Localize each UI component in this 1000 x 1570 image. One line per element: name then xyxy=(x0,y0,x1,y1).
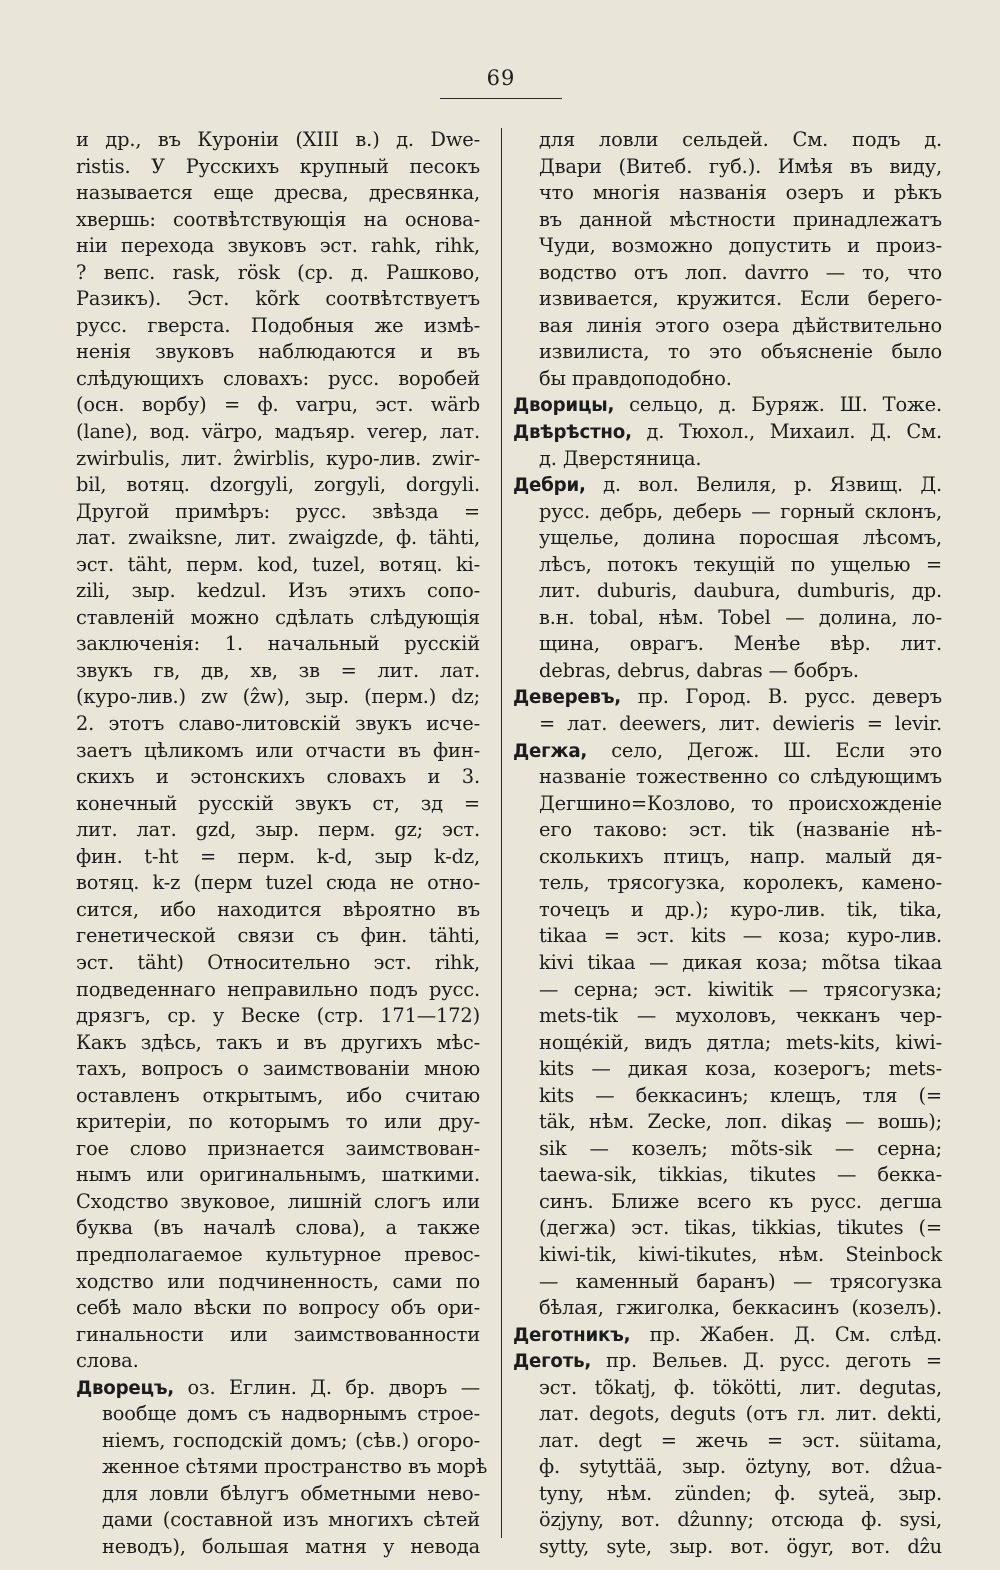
text-line xyxy=(76,339,480,366)
text-line xyxy=(76,313,480,340)
line-text: Дегшино=Козлово, то происхожденіе xyxy=(539,791,942,815)
text-line xyxy=(513,658,942,685)
text-line xyxy=(76,1162,480,1189)
line-text: названіе тожественно со слѣдующимъ xyxy=(539,765,942,789)
text-line xyxy=(76,1295,480,1322)
line-text: sytty, syte, зыр. вот. ögyr, вот. dẑu xyxy=(539,1534,942,1558)
line-text: ноще́кій, видъ дятла; mets-kits, kiwi- xyxy=(539,1030,942,1054)
text-line xyxy=(513,1295,942,1322)
line-text: вообще домъ съ надворнымъ строе- xyxy=(102,1402,480,1426)
text-line xyxy=(513,578,942,605)
text-line xyxy=(76,684,480,711)
text-line xyxy=(76,260,480,287)
line-text: ніи перехода звуковъ эст. rahk, rihk, xyxy=(76,234,480,258)
line-text: что многія названія озеръ и рѣкъ xyxy=(539,181,942,205)
line-text: заключенія: 1. начальный русскій xyxy=(76,632,480,656)
text-line xyxy=(513,950,942,977)
line-text: Другой примѣръ: русс. звѣзда = xyxy=(76,499,480,523)
text-line xyxy=(513,233,942,260)
entry-headword: Дебри, xyxy=(513,475,586,497)
text-line xyxy=(76,791,480,818)
entry-headword: Дворецъ, xyxy=(76,1377,175,1399)
line-text: хвершь: соотвѣтствующія на основа- xyxy=(76,207,480,231)
entry-line xyxy=(76,1375,480,1402)
line-text: буква (въ началѣ слова), а также xyxy=(76,1216,480,1240)
line-text: критеріи, по которымъ то или дру- xyxy=(76,1110,480,1134)
text-line xyxy=(76,499,480,526)
text-line xyxy=(76,127,480,154)
text-line xyxy=(513,1215,942,1242)
line-text: извилиста, то это объясненіе было xyxy=(539,340,942,364)
text-line xyxy=(513,286,942,313)
text-line xyxy=(513,552,942,579)
text-line xyxy=(76,817,480,844)
text-line xyxy=(513,897,942,924)
line-text: лат. degt = жечь = эст. süitama, xyxy=(539,1428,942,1452)
line-text: село, Дегож. Ш. Если это xyxy=(587,738,942,762)
line-text: 2. этотъ славо-литовскій звукъ исче- xyxy=(76,712,480,736)
line-text: (lane), вод. värpo, мадъяр. verep, лат. xyxy=(76,420,480,444)
line-text: — каменный баранъ) — трясогузка xyxy=(539,1269,942,1293)
line-text: оставленъ открытымъ, ибо считаю xyxy=(76,1083,480,1107)
line-text: tikaa = эст. kits — коза; куро-лив. xyxy=(539,924,942,948)
line-text: скихъ и эстонскихъ словахъ и 3. xyxy=(76,765,480,789)
text-line xyxy=(513,1003,942,1030)
text-line xyxy=(76,578,480,605)
line-text: звукъ гв, дв, хв, зв = лит. лат. xyxy=(76,658,480,682)
entry-headword: Деготникъ, xyxy=(513,1324,631,1346)
line-text: гинальности или заимствованности xyxy=(76,1322,480,1346)
line-text: лат. zwaiksne, лит. zwaigzde, ф. tähti, xyxy=(76,526,480,550)
text-line xyxy=(76,1401,480,1428)
text-line xyxy=(513,1242,942,1269)
line-text: (дегжа) эст. tikas, tikkias, tikutes (= xyxy=(539,1216,942,1240)
text-line xyxy=(76,1269,480,1296)
line-text: тель, трясогузка, королекъ, камено- xyxy=(539,871,942,895)
text-line xyxy=(76,658,480,685)
line-text: точецъ и др.); куро-лив. tik, tika, xyxy=(539,897,942,921)
text-line xyxy=(76,366,480,393)
text-line xyxy=(513,1428,942,1455)
line-text: ходство или подчиненность, сами по xyxy=(76,1269,480,1293)
line-text: ненія звуковъ наблюдаются и въ xyxy=(76,340,480,364)
text-line xyxy=(76,1242,480,1269)
text-line xyxy=(513,1162,942,1189)
line-text: фин. t-ht = перм. k-d, зыр k-dz, xyxy=(76,844,480,868)
entry-line xyxy=(513,1322,942,1349)
line-text: для ловли бѣлугъ обметными нево- xyxy=(102,1481,480,1505)
text-line xyxy=(76,525,480,552)
line-text: = лат. deewers, лит. dewieris = levir. xyxy=(539,712,942,736)
line-text: и др., въ Куроніи (XIII в.) д. Dwe- xyxy=(76,128,480,151)
line-text: ф. sytyttää, зыр. öztyny, вот. dẑua- xyxy=(539,1455,942,1479)
text-line xyxy=(76,1056,480,1083)
text-line xyxy=(513,1269,942,1296)
line-text: пр. Город. В. русс. деверъ xyxy=(621,685,942,709)
line-text: лит. duburis, daubura, dumburis, др. xyxy=(539,579,942,603)
line-text: щина, оврагъ. Менѣе вѣр. лит. xyxy=(539,632,942,656)
text-line xyxy=(76,472,480,499)
line-text: неводъ), большая матня у невода xyxy=(102,1534,480,1558)
right-column xyxy=(513,127,942,1561)
line-text: Какъ здѣсь, такъ и въ другихъ мѣс- xyxy=(76,1030,480,1054)
text-line xyxy=(513,764,942,791)
line-text: ніемъ, господскій домъ; (сѣв.) огоро- xyxy=(102,1428,480,1452)
line-text: бѣлая, гжиголка, беккасинъ (козелъ). xyxy=(539,1296,942,1320)
line-text: дами (составной изъ многихъ сѣтей xyxy=(102,1508,480,1532)
line-text: русс. дебрь, деберь — горный склонъ, xyxy=(539,499,942,523)
line-text: вотяц. k-z (перм tuzel сюда не отно- xyxy=(76,871,480,895)
line-text: предполагаемое культурное превос- xyxy=(76,1242,480,1266)
line-text: özjyny, вот. dẑunny; отсюда ф. sysi, xyxy=(539,1508,942,1532)
line-text: подведеннаго неправильно подъ русс. xyxy=(76,977,480,1001)
line-text: сельцо, д. Буряж. Ш. Тоже. xyxy=(614,393,942,417)
text-line xyxy=(513,711,942,738)
line-text: taewa-sik, tikkias, tikutes — бекка- xyxy=(539,1163,942,1187)
line-text: kivi tikaa — дикая коза; mõtsa tikaa xyxy=(539,950,942,974)
text-line xyxy=(76,1534,480,1561)
line-text: ? вепс. rask, rösk (ср. д. Рашково, xyxy=(76,260,480,284)
text-line xyxy=(76,419,480,446)
text-line xyxy=(76,870,480,897)
text-line xyxy=(513,1109,942,1136)
line-text: заетъ цѣликомъ или отчасти въ фин- xyxy=(76,738,480,762)
text-line xyxy=(513,1083,942,1110)
text-line xyxy=(76,154,480,181)
entry-headword: Дегжа, xyxy=(513,740,588,762)
text-line xyxy=(76,1481,480,1508)
text-line xyxy=(76,923,480,950)
text-line xyxy=(76,1454,488,1481)
text-line xyxy=(513,180,942,207)
text-line xyxy=(513,499,942,526)
text-line xyxy=(76,764,480,791)
line-text: эст. täht, перм. kod, tuzel, вотяц. ki- xyxy=(76,552,480,576)
header-rule xyxy=(440,98,562,99)
text-line xyxy=(76,446,480,473)
text-line xyxy=(76,1136,480,1163)
text-line xyxy=(76,950,480,977)
line-text: вая линія этого озера дѣйствительно xyxy=(539,313,942,337)
entry-headword: Деготь, xyxy=(513,1351,592,1373)
line-text: въ данной мѣстности принадлежатъ xyxy=(539,207,942,231)
text-line xyxy=(513,631,942,658)
text-line xyxy=(513,154,942,181)
entry-line xyxy=(513,684,942,711)
text-line xyxy=(513,605,942,632)
line-text: сколькихъ птицъ, напр. малый дя- xyxy=(539,844,942,868)
line-text: zwirbulis, лит. ẑwirblis, куро-лив. zwir- xyxy=(76,446,480,470)
text-line xyxy=(513,207,942,234)
line-text: в.н. tobal, нѣм. Tobel — долина, ло- xyxy=(539,605,942,629)
text-line xyxy=(76,1030,480,1057)
text-line xyxy=(513,366,942,393)
line-text: сится, ибо находится вѣроятно въ xyxy=(76,897,480,921)
text-line xyxy=(513,1507,942,1534)
line-text: его таково: эст. tik (названіе нѣ- xyxy=(539,818,942,842)
text-line xyxy=(76,977,480,1004)
line-text: водство отъ лоп. davrro — то, что xyxy=(539,260,942,284)
line-text: тахъ, вопросъ о заимствованіи мною xyxy=(76,1057,480,1081)
text-line xyxy=(76,1109,480,1136)
line-text: бы правдоподобно. xyxy=(539,366,732,390)
line-text: для ловли сельдей. См. подъ д. xyxy=(539,128,942,151)
entry-line xyxy=(513,392,942,419)
line-text: Двари (Витеб. губ.). Имѣя въ виду, xyxy=(539,154,942,178)
line-text: оз. Еглин. Д. бр. дворъ — xyxy=(174,1375,480,1399)
line-text: лит. лат. gzd, зыр. перм. gz; эст. xyxy=(76,818,480,842)
line-text: синъ. Ближе всего къ русс. дегша xyxy=(539,1189,942,1213)
line-text: эст. täht) Относительно эст. rihk, xyxy=(76,950,480,974)
text-line xyxy=(76,1215,480,1242)
text-line xyxy=(76,738,480,765)
text-line xyxy=(76,844,480,871)
line-text: zili, зыр. kedzul. Изъ этихъ сопо- xyxy=(76,579,480,603)
left-column xyxy=(76,127,488,1561)
line-text: пр. Жабен. Д. См. слѣд. xyxy=(630,1322,942,1346)
column-divider xyxy=(501,128,502,1538)
text-line xyxy=(76,605,480,632)
line-text: лѣсъ, потокъ текущій по ущелью = xyxy=(539,552,942,576)
line-text: гое слово признается заимствован- xyxy=(76,1136,480,1160)
line-text: д. вол. Велиля, р. Язвищ. Д. xyxy=(585,473,942,497)
text-line xyxy=(513,1030,942,1057)
entry-line xyxy=(513,472,942,499)
line-text: себѣ мало вѣски по вопросу объ ори- xyxy=(76,1296,480,1320)
line-text: Чуди, возможно допустить и произ- xyxy=(539,234,942,258)
line-text: женное сѣтями пространство въ морѣ xyxy=(102,1455,488,1479)
text-line xyxy=(513,817,942,844)
line-text: bil, вотяц. dzorgyli, zorgyli, dorgyli. xyxy=(76,473,480,497)
line-text: слѣдующихъ словахъ: русс. воробей xyxy=(76,366,480,390)
text-line xyxy=(513,844,942,871)
line-text: sik — козелъ; mõts-sik — серна; xyxy=(539,1136,942,1160)
line-text: д. Тюхол., Михаил. Д. См. xyxy=(631,420,942,444)
entry-headword: Деверевъ, xyxy=(513,687,622,709)
entry-line xyxy=(513,419,942,446)
line-text: kits — дикая коза, козерогъ; mets- xyxy=(539,1057,942,1081)
text-line xyxy=(76,180,480,207)
line-text: kiwi-tik, kiwi-tikutes, нѣм. Steinbock xyxy=(539,1242,942,1266)
entry-headword: Дворицы, xyxy=(513,395,615,417)
text-line xyxy=(513,791,942,818)
text-line xyxy=(513,923,942,950)
line-text: mets-tik — мухоловъ, чекканъ чер- xyxy=(539,1004,942,1028)
text-line xyxy=(513,313,942,340)
line-text: лат. degots, deguts (отъ гл. лит. dekti, xyxy=(539,1402,942,1426)
text-line xyxy=(76,1083,480,1110)
line-text: debras, debrus, dabras — бобръ. xyxy=(539,658,859,682)
text-line xyxy=(76,1348,480,1375)
entry-headword: Двѣрѣстно, xyxy=(513,422,632,444)
line-text: д. Дверстяница. xyxy=(539,446,702,470)
line-text: (осн. ворбу) = ф. varpu, эст. wärb xyxy=(76,393,480,417)
text-line xyxy=(513,1189,942,1216)
line-text: Сходство звуковое, лишній слогъ или xyxy=(76,1189,480,1213)
line-text: нымъ или оригинальнымъ, шаткими. xyxy=(76,1163,480,1187)
line-text: kits — беккасинъ; клещъ, тля (= xyxy=(539,1083,942,1107)
line-text: täk, нѣм. Zecke, лоп. dikaş — вошь); xyxy=(539,1110,942,1134)
line-text: русс. гверста. Подобныя же измѣ- xyxy=(76,313,480,337)
text-line xyxy=(513,870,942,897)
text-line xyxy=(76,207,480,234)
text-line xyxy=(76,1322,480,1349)
text-line xyxy=(513,339,942,366)
text-line xyxy=(513,1401,942,1428)
text-line xyxy=(513,1481,942,1508)
text-line xyxy=(76,1507,480,1534)
line-text: конечный русскій звукъ ст, зд = xyxy=(76,791,480,815)
text-line xyxy=(76,286,480,313)
line-text: дрязгъ, ср. у Веске (стр. 171—172) xyxy=(76,1004,480,1028)
text-line xyxy=(513,127,942,154)
text-line xyxy=(513,446,942,473)
text-line xyxy=(513,977,942,1004)
text-line xyxy=(513,1375,942,1402)
page-number: 69 xyxy=(486,66,516,90)
text-line xyxy=(513,1136,942,1163)
text-line xyxy=(76,392,480,419)
text-line xyxy=(513,1056,942,1083)
text-line xyxy=(513,1454,942,1481)
text-line xyxy=(513,260,942,287)
line-text: (куро-лив.) zw (ẑw), зыр. (перм.) dz; xyxy=(76,685,480,709)
text-line xyxy=(76,552,480,579)
line-text: ущелье, долина поросшая лѣсомъ, xyxy=(539,526,942,550)
line-text: эст. tõkatj, ф. tökötti, лит. degutas, xyxy=(539,1375,942,1399)
text-line xyxy=(76,897,480,924)
line-text: называется еще дресва, дресвянка, xyxy=(76,181,480,205)
line-text: слова. xyxy=(76,1349,139,1373)
line-text: извивается, кружится. Если берего- xyxy=(539,287,942,311)
line-text: Разикъ). Эст. kõrk соотвѣтствуетъ xyxy=(76,287,480,311)
text-line xyxy=(76,233,480,260)
text-line xyxy=(76,1428,480,1455)
text-line xyxy=(76,711,480,738)
line-text: — серна; эст. kiwitik — трясогузка; xyxy=(539,977,942,1001)
line-text: генетической связи съ фин. tähti, xyxy=(76,924,480,948)
line-text: ставленій можно сдѣлать слѣдующія xyxy=(76,605,480,629)
text-line xyxy=(513,525,942,552)
text-line xyxy=(76,1189,480,1216)
entry-line xyxy=(513,738,942,765)
text-line xyxy=(76,1003,480,1030)
line-text: tyny, нѣм. zünden; ф. syteä, зыр. xyxy=(539,1481,942,1505)
entry-line xyxy=(513,1348,942,1375)
text-line xyxy=(513,1534,942,1561)
line-text: пр. Вельев. Д. русс. деготь = xyxy=(591,1349,942,1373)
line-text: ristis. У Русскихъ крупный песокъ xyxy=(76,154,480,178)
text-line xyxy=(76,631,480,658)
